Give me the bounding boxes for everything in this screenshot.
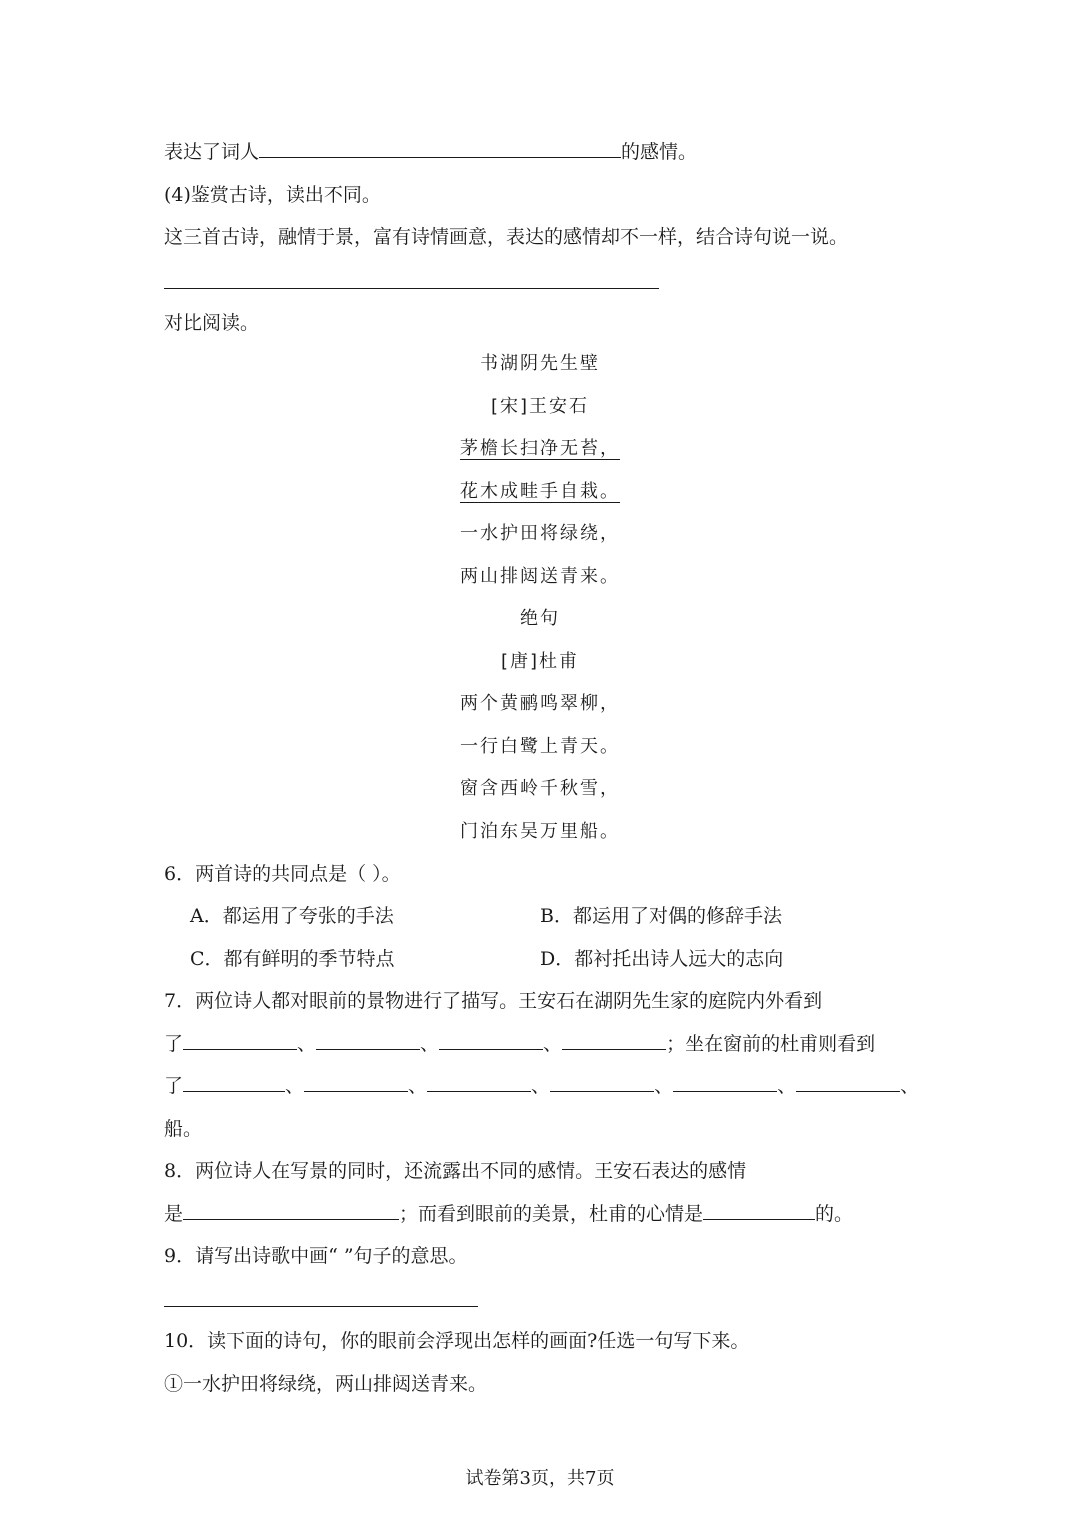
poem2-line-2: 一行白鹭上青天。 [460,736,620,757]
q7-blank-10[interactable] [796,1073,900,1092]
q5-suffix: 的感情。 [621,141,698,163]
q8-blank-2[interactable] [703,1201,815,1220]
q5-4-answer-rule[interactable] [164,288,659,289]
q8-line-2 [164,1201,853,1227]
q7-line2-end: ；坐在窗前的杜甫则看到 [666,1033,876,1055]
poem1-line-2-text: 花木成畦手自栽。 [460,481,620,502]
q8-line2-start: 是 [164,1203,184,1225]
poem2-title: 绝句 [520,608,560,629]
q7-line-4: 船。 [164,1118,203,1140]
q7-line2-start: 了 [164,1033,184,1055]
q8-line2-end: 的。 [815,1203,854,1225]
q7-blank-2[interactable] [316,1031,420,1050]
q7-blank-1[interactable] [183,1031,297,1050]
poem1-author: [宋]王安石 [490,396,590,417]
q6-option-a[interactable]: A．都运用了夸张的手法 [190,905,394,927]
q7-blank-5[interactable] [183,1073,285,1092]
q7-blank-9[interactable] [673,1073,777,1092]
q9-stem: 9．请写出诗歌中画“ ”句子的意思。 [164,1245,468,1267]
q5-blank[interactable] [259,139,621,158]
q8-line2-mid: ；而看到眼前的美景，杜甫的心情是 [399,1203,704,1225]
q7-blank-4[interactable] [562,1031,666,1050]
q7-blank-7[interactable] [427,1073,531,1092]
poem1-title: 书湖阴先生壁 [480,353,600,374]
q7-sep: 、 [408,1075,428,1097]
q7-line-2 [164,1031,875,1057]
q5-answer-line [164,139,697,165]
q6-stem: 6．两首诗的共同点是（ ）。 [164,863,401,885]
page-footer: 试卷第3页，共7页 [465,1468,615,1489]
compare-heading: 对比阅读。 [164,312,260,334]
poem1-line-1-text: 茅檐长扫净无苔， [460,438,620,459]
q7-sep: 、 [654,1075,674,1097]
q7-blank-3[interactable] [439,1031,543,1050]
poem1-line-3: 一水护田将绿绕， [460,523,620,544]
poem2-line-4: 门泊东吴万里船。 [460,821,620,842]
q7-sep: 、 [285,1075,305,1097]
q6-option-c[interactable]: C．都有鲜明的季节特点 [190,948,395,970]
q6-option-d[interactable]: D．都衬托出诗人远大的志向 [540,948,784,970]
q7-sep: 、 [900,1075,920,1097]
q7-sep: 、 [777,1075,797,1097]
q9-answer-rule[interactable] [164,1306,478,1307]
q10-stem: 10．读下面的诗句，你的眼前会浮现出怎样的画面?任选一句写下来。 [164,1330,750,1352]
q7-line3-start: 了 [164,1075,184,1097]
q8-stem: 8．两位诗人在写景的同时，还流露出不同的感情。王安石表达的感情 [164,1160,747,1182]
q7-line-3 [164,1073,919,1099]
poem2-author: [唐]杜甫 [500,651,580,672]
q7-stem: 7．两位诗人都对眼前的景物进行了描写。王安石在湖阴先生家的庭院内外看到 [164,990,823,1012]
poem2-line-1: 两个黄鹂鸣翠柳， [460,693,620,714]
q10-item-1: ①一水护田将绿绕，两山排闼送青来。 [164,1373,488,1395]
q7-blank-6[interactable] [304,1073,408,1092]
poem1-line-1 [0,436,1080,462]
q7-blank-8[interactable] [550,1073,654,1092]
q8-blank-1[interactable] [183,1201,399,1220]
poem1-line-4: 两山排闼送青来。 [460,566,620,587]
poem1-line-2 [0,479,1080,505]
q5-4-title: (4)鉴赏古诗，读出不同。 [164,184,381,206]
q7-sep: 、 [531,1075,551,1097]
q5-4-prompt: 这三首古诗，融情于景，富有诗情画意，表达的感情却不一样，结合诗句说一说。 [164,226,849,248]
q6-option-b[interactable]: B．都运用了对偶的修辞手法 [540,905,782,927]
q7-sep: 、 [297,1033,317,1055]
q5-prefix: 表达了词人 [164,141,260,163]
q7-sep: 、 [420,1033,440,1055]
q7-sep: 、 [543,1033,563,1055]
poem2-line-3: 窗含西岭千秋雪， [460,778,620,799]
